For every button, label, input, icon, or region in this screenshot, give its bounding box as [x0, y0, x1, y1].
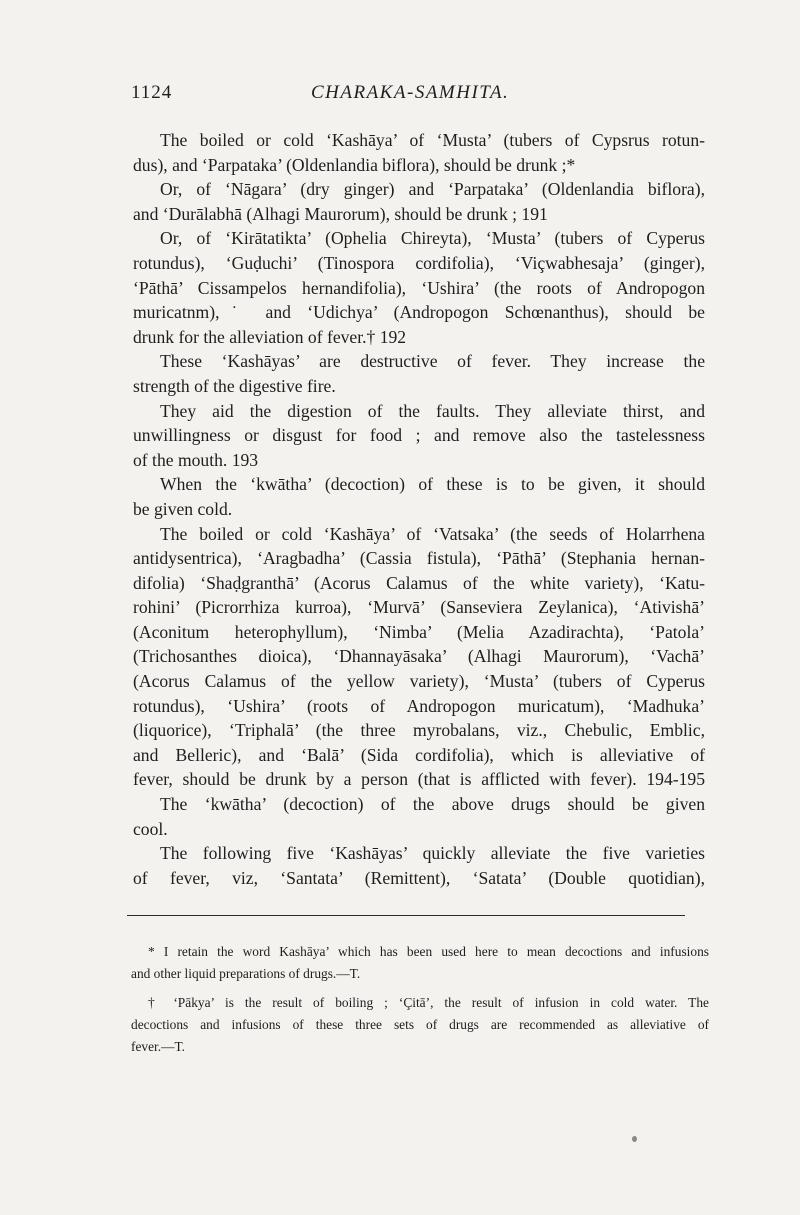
text-line: The boiled or cold ‘Kashāya’ of ‘Vatsaka’ (the seeds of Holarrhena — [160, 523, 705, 544]
text-line: The ‘kwātha’ (decoction) of the above drugs should be given — [160, 794, 705, 815]
footnote — [131, 992, 709, 1058]
text-line: and ‘Durālabhā (Alhagi Maurorum), should be drunk ; 191 — [133, 203, 548, 224]
text-line: and Belleric), and ‘Balā’ (Sida cordifolia), which is alleviative of — [133, 744, 705, 765]
text-line: These ‘Kashāyas’ are destructive of fever. They increase the — [160, 351, 705, 372]
footnote-line: * I retain the word Kashāya’ which has been used here to mean decoctions and infusions — [148, 944, 709, 959]
footnote — [131, 941, 709, 985]
text-line: fever, should be drunk by a person (that is afflicted with fever). 194-195 — [133, 769, 705, 790]
text-line: rotundus), ‘Guḍuchi’ (Tinospora cordifolia), ‘Viçwabhesaja’ (ginger), — [133, 252, 705, 273]
text-line: muricatnm),˙ and ‘Udichya’ (Andropogon Schœnanthus), should be — [133, 302, 705, 323]
page-header — [131, 82, 691, 110]
footnote-rule — [127, 915, 685, 916]
text-line: (liquorice), ‘Triphalā’ (the three myrobalans, viz., Chebulic, Emblic, — [133, 720, 705, 741]
footnote-line: and other liquid preparations of drugs.—T. — [131, 966, 361, 981]
text-line: of fever, viz, ‘Santata’ (Remittent), ‘Satata’ (Double quotidian), — [133, 867, 705, 888]
print-speck — [632, 1136, 637, 1142]
text-line: antidysentrica), ‘Aragbadha’ (Cassia fistula), ‘Pāthā’ (Stephania hernan- — [133, 548, 705, 569]
footnote-gap — [131, 985, 709, 992]
text-line: rotundus), ‘Ushira’ (roots of Andropogon muricatum), ‘Madhuka’ — [133, 695, 705, 716]
text-line: dus), and ‘Parpataka’ (Oldenlandia biflora), should be drunk ;* — [133, 154, 576, 175]
text-line: The boiled or cold ‘Kashāya’ of ‘Musta’ (tubers of Cypsrus rotun- — [160, 130, 705, 150]
text-line: rohini’ (Picrorrhiza kurroa), ‘Murvā’ (Sanseviera Zeylanica), ‘Ativishā’ — [133, 597, 705, 618]
body-text — [133, 128, 705, 890]
footnotes — [131, 941, 709, 1058]
text-line: The following five ‘Kashāyas’ quickly alleviate the five varieties — [160, 843, 705, 864]
text-line: They aid the digestion of the faults. They alleviate thirst, and — [160, 400, 705, 421]
footnote-line: † ‘Pākya’ is the result of boiling ; ‘Çitā’, the result of infusion in cold water. The — [148, 995, 709, 1010]
text-line: Or, of ‘Nāgara’ (dry ginger) and ‘Parpataka’ (Oldenlandia biflora), — [160, 179, 705, 200]
running-title: CHARAKA-SAMHITA. — [311, 82, 510, 103]
text-line: cool. — [133, 818, 168, 839]
text-line: (Aconitum heterophyllum), ‘Nimba’ (Melia Azadirachta), ‘Patola’ — [133, 621, 705, 642]
page-number: 1124 — [131, 82, 173, 103]
text-line: of the mouth. 193 — [133, 449, 259, 470]
text-line: strength of the digestive fire. — [133, 375, 336, 396]
text-line: When the ‘kwātha’ (decoction) of these is to be given, it should — [160, 474, 705, 495]
text-line: drunk for the alleviation of fever.† 192 — [133, 326, 407, 347]
footnote-line: fever.—T. — [131, 1039, 186, 1054]
text-line: (Trichosanthes dioica), ‘Dhannayāsaka’ (Alhagi Maurorum), ‘Vachā’ — [133, 646, 705, 667]
text-line: unwillingness or disgust for food ; and remove also the tastelessness — [133, 425, 705, 446]
text-line: ‘Pāthā’ Cissampelos hernandifolia), ‘Ushira’ (the roots of Andropogon — [133, 277, 705, 298]
text-line: be given cold. — [133, 498, 233, 519]
footnote-line: decoctions and infusions of these three sets of drugs are recommended as alleviative of — [131, 1017, 709, 1032]
text-line: (Acorus Calamus of the yellow variety), ‘Musta’ (tubers of Cyperus — [133, 671, 705, 692]
text-line: difolia) ‘Shaḍgranthā’ (Acorus Calamus of the white variety), ‘Katu- — [133, 572, 705, 593]
text-line: Or, of ‘Kirātatikta’ (Ophelia Chireyta), ‘Musta’ (tubers of Cyperus — [160, 228, 705, 249]
